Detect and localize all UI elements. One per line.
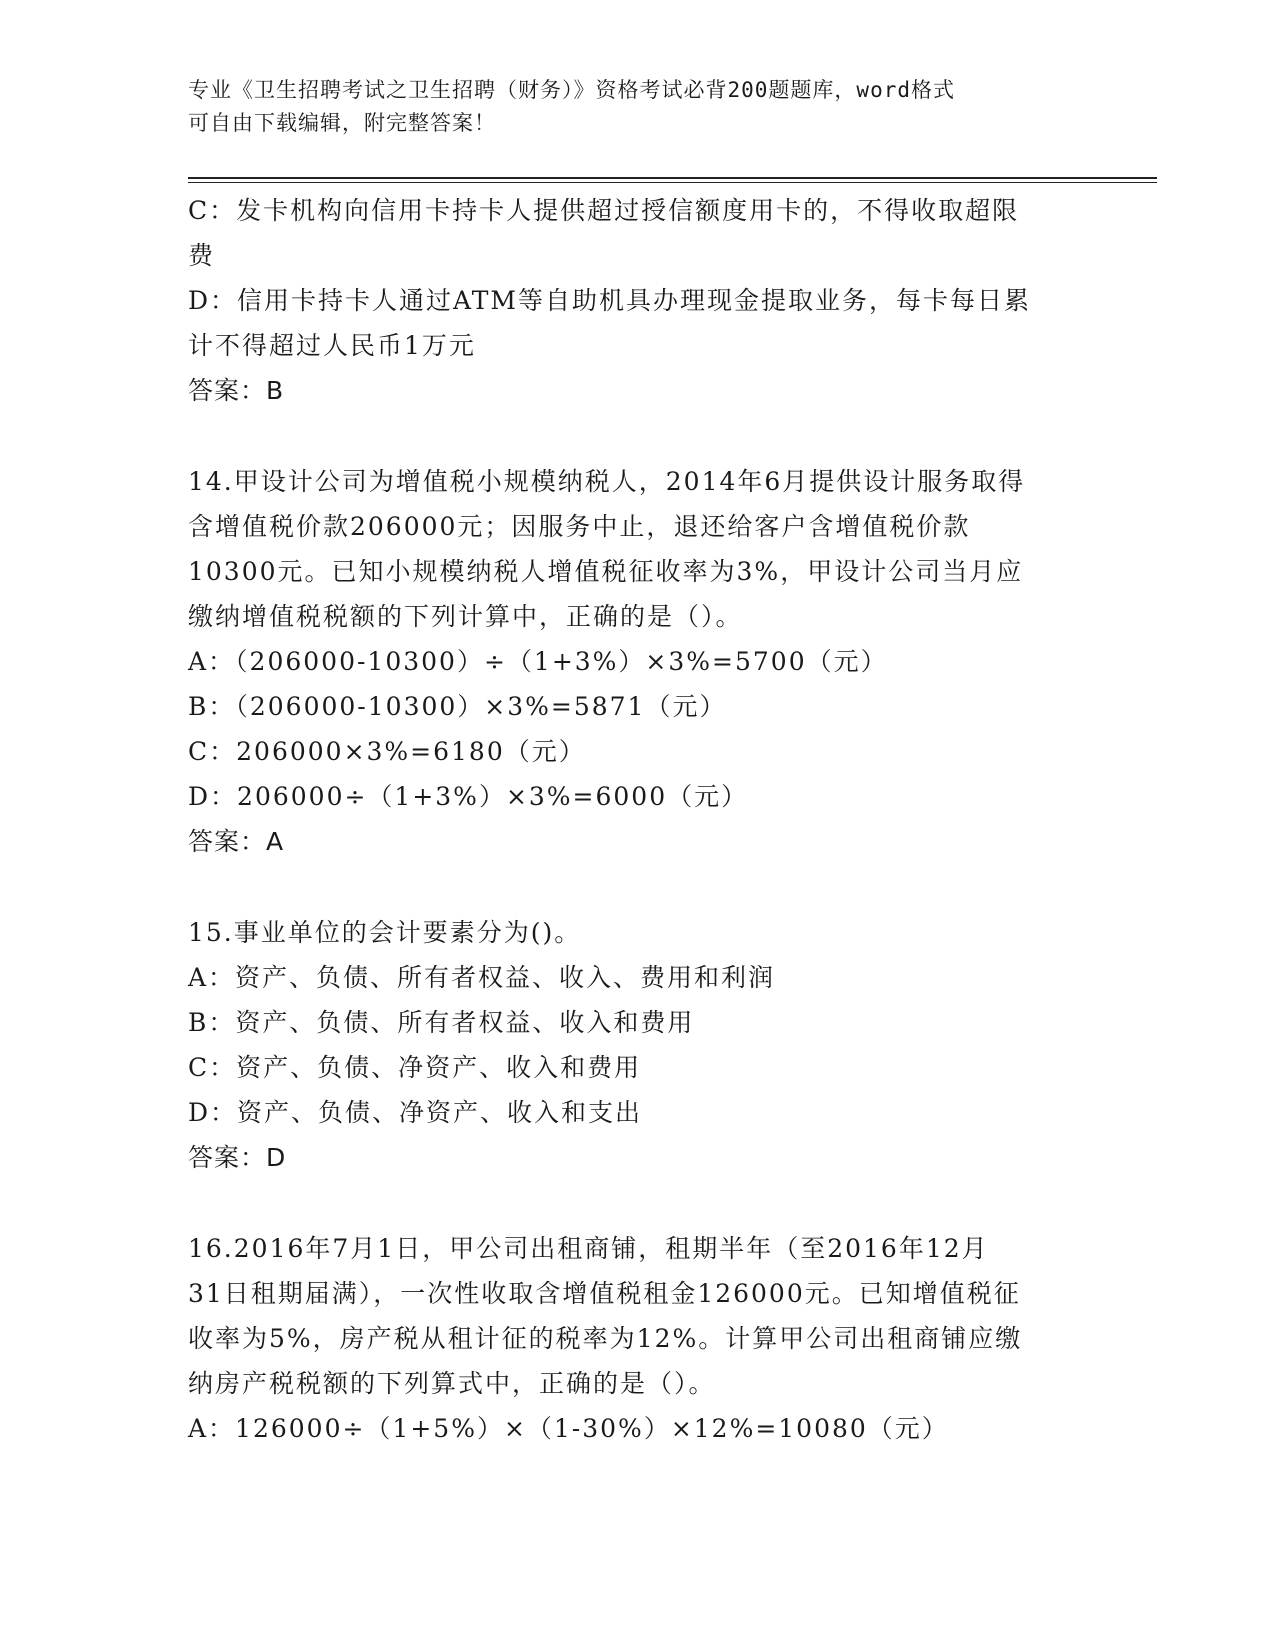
question-14-stem-line-1: 14.甲设计公司为增值税小规模纳税人，2014年6月提供设计服务取得 — [188, 467, 1026, 496]
question-16-stem-line-2: 31日租期届满），一次性收取含增值税租金126000元。已知增值税征 — [188, 1279, 1021, 1308]
spacer — [188, 864, 1088, 910]
question-15-answer: 答案：D — [188, 1143, 287, 1172]
question-15-stem-line-1: 15.事业单位的会计要素分为()。 — [188, 918, 582, 947]
spacer — [188, 413, 1088, 459]
header-title-line-2: 可自由下载编辑，附完整答案！ — [188, 111, 496, 135]
question-15-option-b: B：资产、负债、所有者权益、收入和费用 — [188, 1008, 695, 1037]
question-16-stem-line-3: 收率为5%，房产税从租计征的税率为12%。计算甲公司出租商铺应缴 — [188, 1324, 1023, 1353]
header-divider — [188, 177, 1157, 183]
question-14-answer: 答案：A — [188, 827, 285, 856]
question-16-option-a: A：126000÷（1+5%）×（1-30%）×12%=10080（元） — [188, 1414, 949, 1443]
question-16-stem-line-4: 纳房产税税额的下列算式中，正确的是（）。 — [188, 1369, 716, 1398]
question-14-stem-line-4: 缴纳增值税税额的下列计算中，正确的是（）。 — [188, 602, 743, 631]
previous-question-options — [188, 188, 1088, 368]
question-14 — [188, 459, 1088, 864]
question-14-option-c: C：206000×3%=6180（元） — [188, 737, 586, 766]
question-15-option-a: A：资产、负债、所有者权益、收入、费用和利润 — [188, 963, 776, 992]
spacer — [188, 1180, 1088, 1226]
option-d-line-2: 计不得超过人民币1万元 — [188, 331, 476, 360]
question-14-option-a: A：（206000-10300）÷（1+3%）×3%=5700（元） — [188, 647, 888, 676]
previous-question-answer: 答案：B — [188, 376, 285, 405]
question-15-option-d: D：资产、负债、净资产、收入和支出 — [188, 1098, 643, 1127]
option-c-line-1: C：发卡机构向信用卡持卡人提供超过授信额度用卡的，不得收取超限 — [188, 196, 1020, 225]
question-15-option-c: C：资产、负债、净资产、收入和费用 — [188, 1053, 642, 1082]
question-14-stem-line-3: 10300元。已知小规模纳税人增值税征收率为3%，甲设计公司当月应 — [188, 557, 1024, 586]
question-14-stem-line-2: 含增值税价款206000元；因服务中止，退还给客户含增值税价款 — [188, 512, 971, 541]
question-content — [188, 188, 1088, 1451]
question-14-option-d: D：206000÷（1+3%）×3%=6000（元） — [188, 782, 749, 811]
page-header — [188, 74, 1088, 140]
option-c-line-2: 费 — [188, 241, 216, 270]
question-16 — [188, 1226, 1088, 1451]
option-d-line-1: D：信用卡持卡人通过ATM等自助机具办理现金提取业务，每卡每日累 — [188, 286, 1032, 315]
question-15 — [188, 910, 1088, 1180]
question-16-stem-line-1: 16.2016年7月1日，甲公司出租商铺，租期半年（至2016年12月 — [188, 1234, 989, 1263]
question-14-option-b: B：（206000-10300）×3%=5871（元） — [188, 692, 727, 721]
header-title-line-1: 专业《卫生招聘考试之卫生招聘（财务）》资格考试必背200题题库，word格式 — [188, 78, 955, 102]
